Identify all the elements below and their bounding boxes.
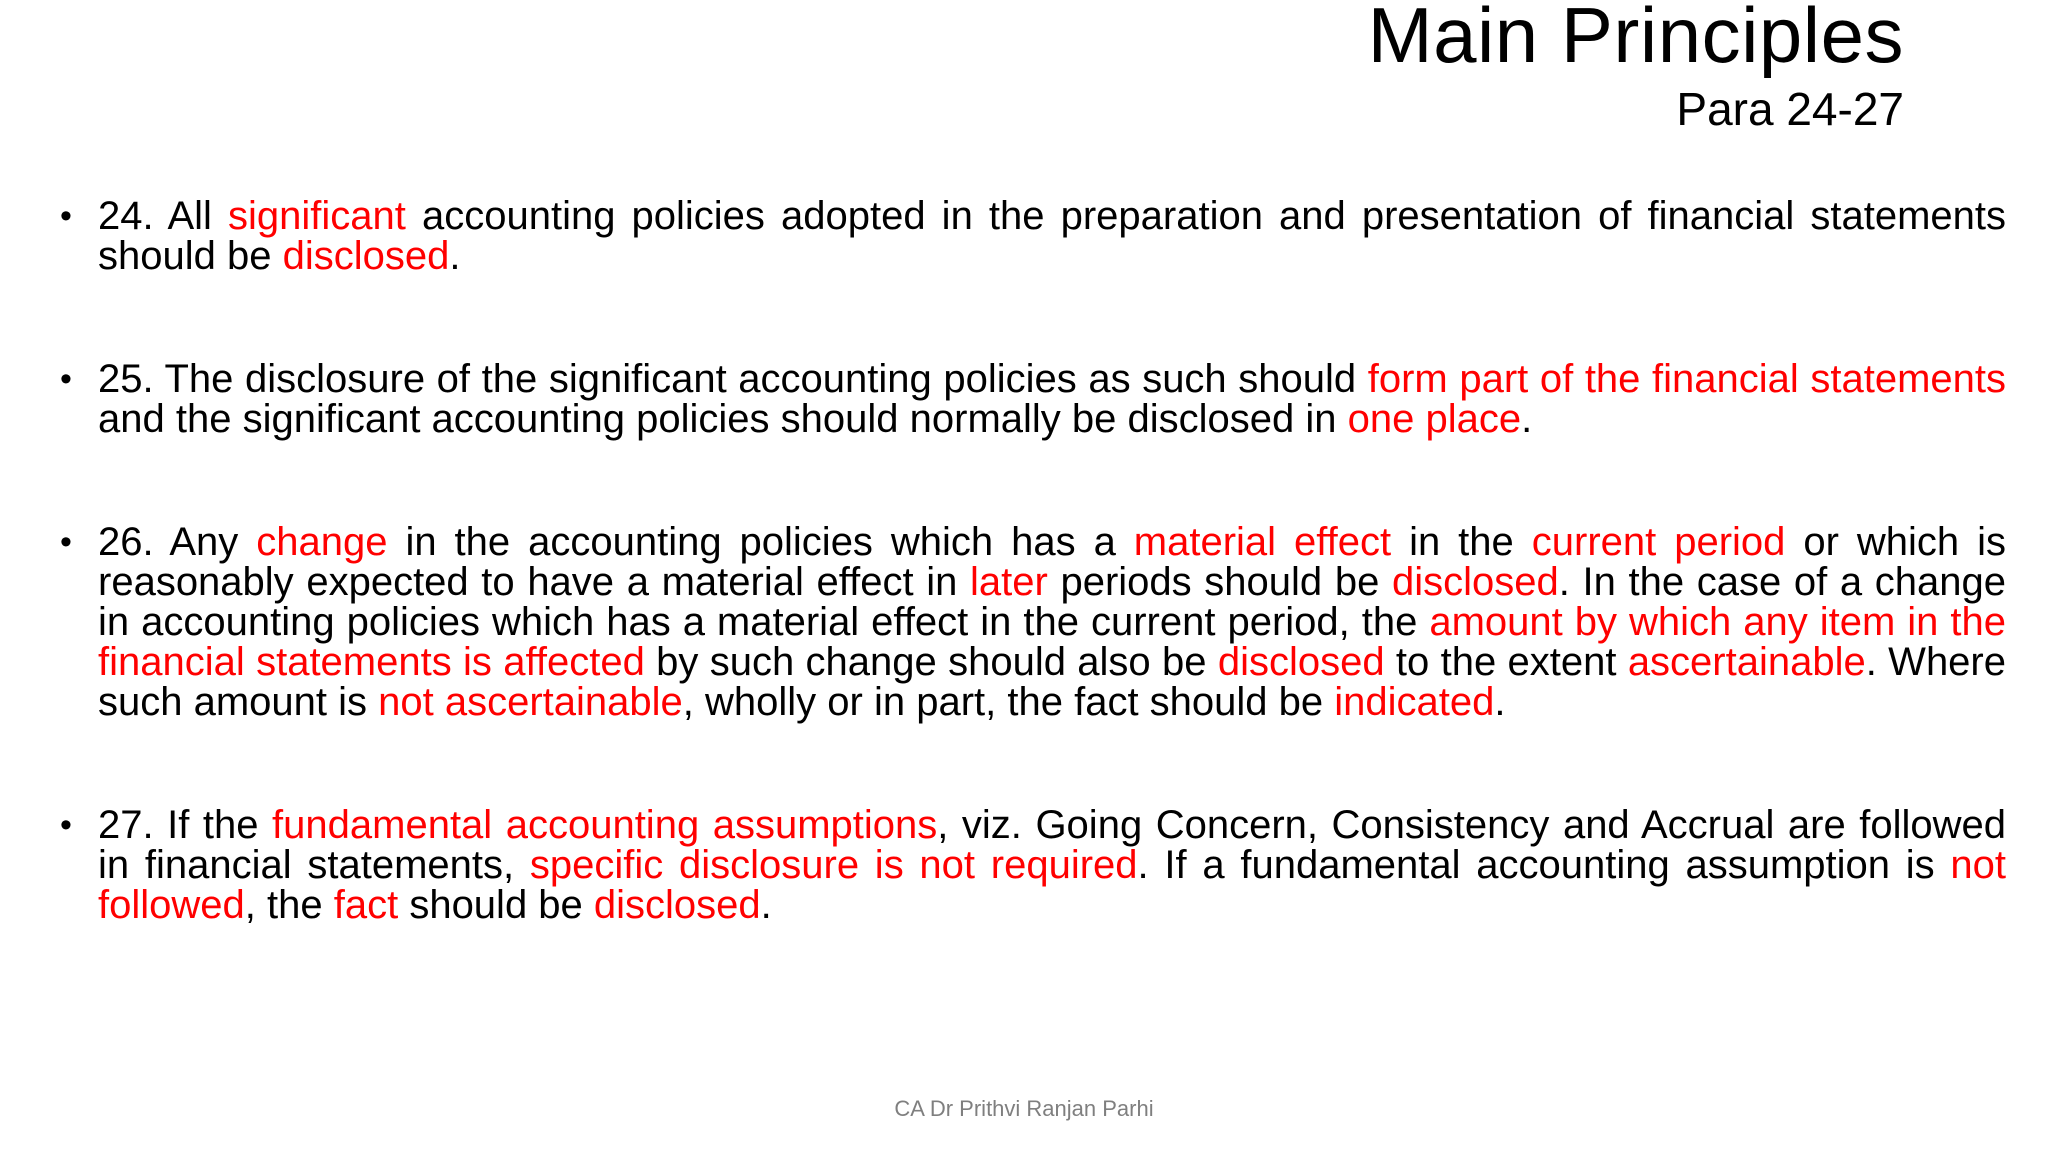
body-text: 24. All: [98, 194, 229, 238]
highlighted-text: not followed: [98, 843, 2006, 927]
bullet-dot: •: [60, 360, 72, 398]
body-text: in the accounting policies which has a: [387, 520, 1134, 564]
highlighted-text: not ascertainable: [378, 680, 683, 724]
title-block: [1368, 0, 1904, 134]
body-text: . In the case of a change in accounting policies which has a material effect in the current period, the: [98, 560, 2006, 644]
highlighted-text: indicated: [1334, 680, 1495, 724]
body-text: .: [1494, 680, 1506, 724]
highlighted-text: disclosed: [282, 234, 450, 278]
body-text: to the extent: [1384, 640, 1628, 684]
highlighted-text: specific disclosure is not required: [529, 843, 1138, 887]
bullet-paragraph: [60, 522, 2006, 722]
bullet-dot: •: [60, 806, 72, 844]
body-text: 25. The disclosure of the significant accounting policies as such should: [98, 357, 1368, 401]
body-text: , viz. Going Concern, Consistency and Accrual are followed in financial statements,: [98, 803, 2007, 887]
body-text: by such change should also be: [644, 640, 1218, 684]
highlighted-text: disclosed: [593, 883, 761, 927]
body-text: , wholly or in part, the fact should be: [682, 680, 1335, 724]
bullet-dot: •: [60, 523, 72, 561]
body-text: 26. Any: [98, 520, 257, 564]
highlighted-text: amount by which any item in the financial statements is affected: [98, 600, 2007, 684]
highlighted-text: disclosed: [1217, 640, 1385, 684]
bullet-dot: •: [60, 197, 72, 235]
bullet-list: [60, 196, 2006, 925]
bullet-paragraph: [60, 359, 2006, 439]
slide-footer: CA Dr Prithvi Ranjan Parhi: [894, 1096, 1154, 1121]
highlighted-text: fact: [333, 883, 399, 927]
body-text: 27. If the: [98, 803, 273, 847]
highlighted-text: material effect: [1133, 520, 1392, 564]
highlighted-text: significant: [228, 194, 406, 238]
body-text: . Where such amount is: [98, 640, 2006, 724]
body-text: in the: [1391, 520, 1532, 564]
highlighted-text: disclosed: [1391, 560, 1559, 604]
body-text: should be: [398, 883, 594, 927]
slide-subtitle: Para 24-27: [1676, 83, 1904, 135]
body-text: or which is reasonably expected to have a material effect in: [98, 520, 2007, 604]
body-text: and the significant accounting policies should normally be disclosed in: [98, 397, 1348, 441]
highlighted-text: change: [256, 520, 388, 564]
highlighted-text: ascertainable: [1627, 640, 1866, 684]
body-text: .: [1521, 397, 1533, 441]
highlighted-text: one place: [1347, 397, 1522, 441]
highlighted-text: form part of the financial statements: [1367, 357, 2007, 401]
highlighted-text: current period: [1531, 520, 1786, 564]
slide-title: Main Principles: [1367, 0, 1904, 79]
body-text: . If a fundamental accounting assumption is: [1137, 843, 1951, 887]
body-text: periods should be: [1047, 560, 1392, 604]
body-text: accounting policies adopted in the preparation and presentation of financial statements should be: [98, 194, 2007, 278]
bullet-paragraph: [60, 805, 2006, 925]
body-text: .: [760, 883, 772, 927]
body-text: , the: [244, 883, 334, 927]
body-text: .: [449, 234, 461, 278]
highlighted-text: later: [970, 560, 1048, 604]
highlighted-text: fundamental accounting assumptions: [272, 803, 938, 847]
bullet-paragraph: [60, 196, 2006, 276]
